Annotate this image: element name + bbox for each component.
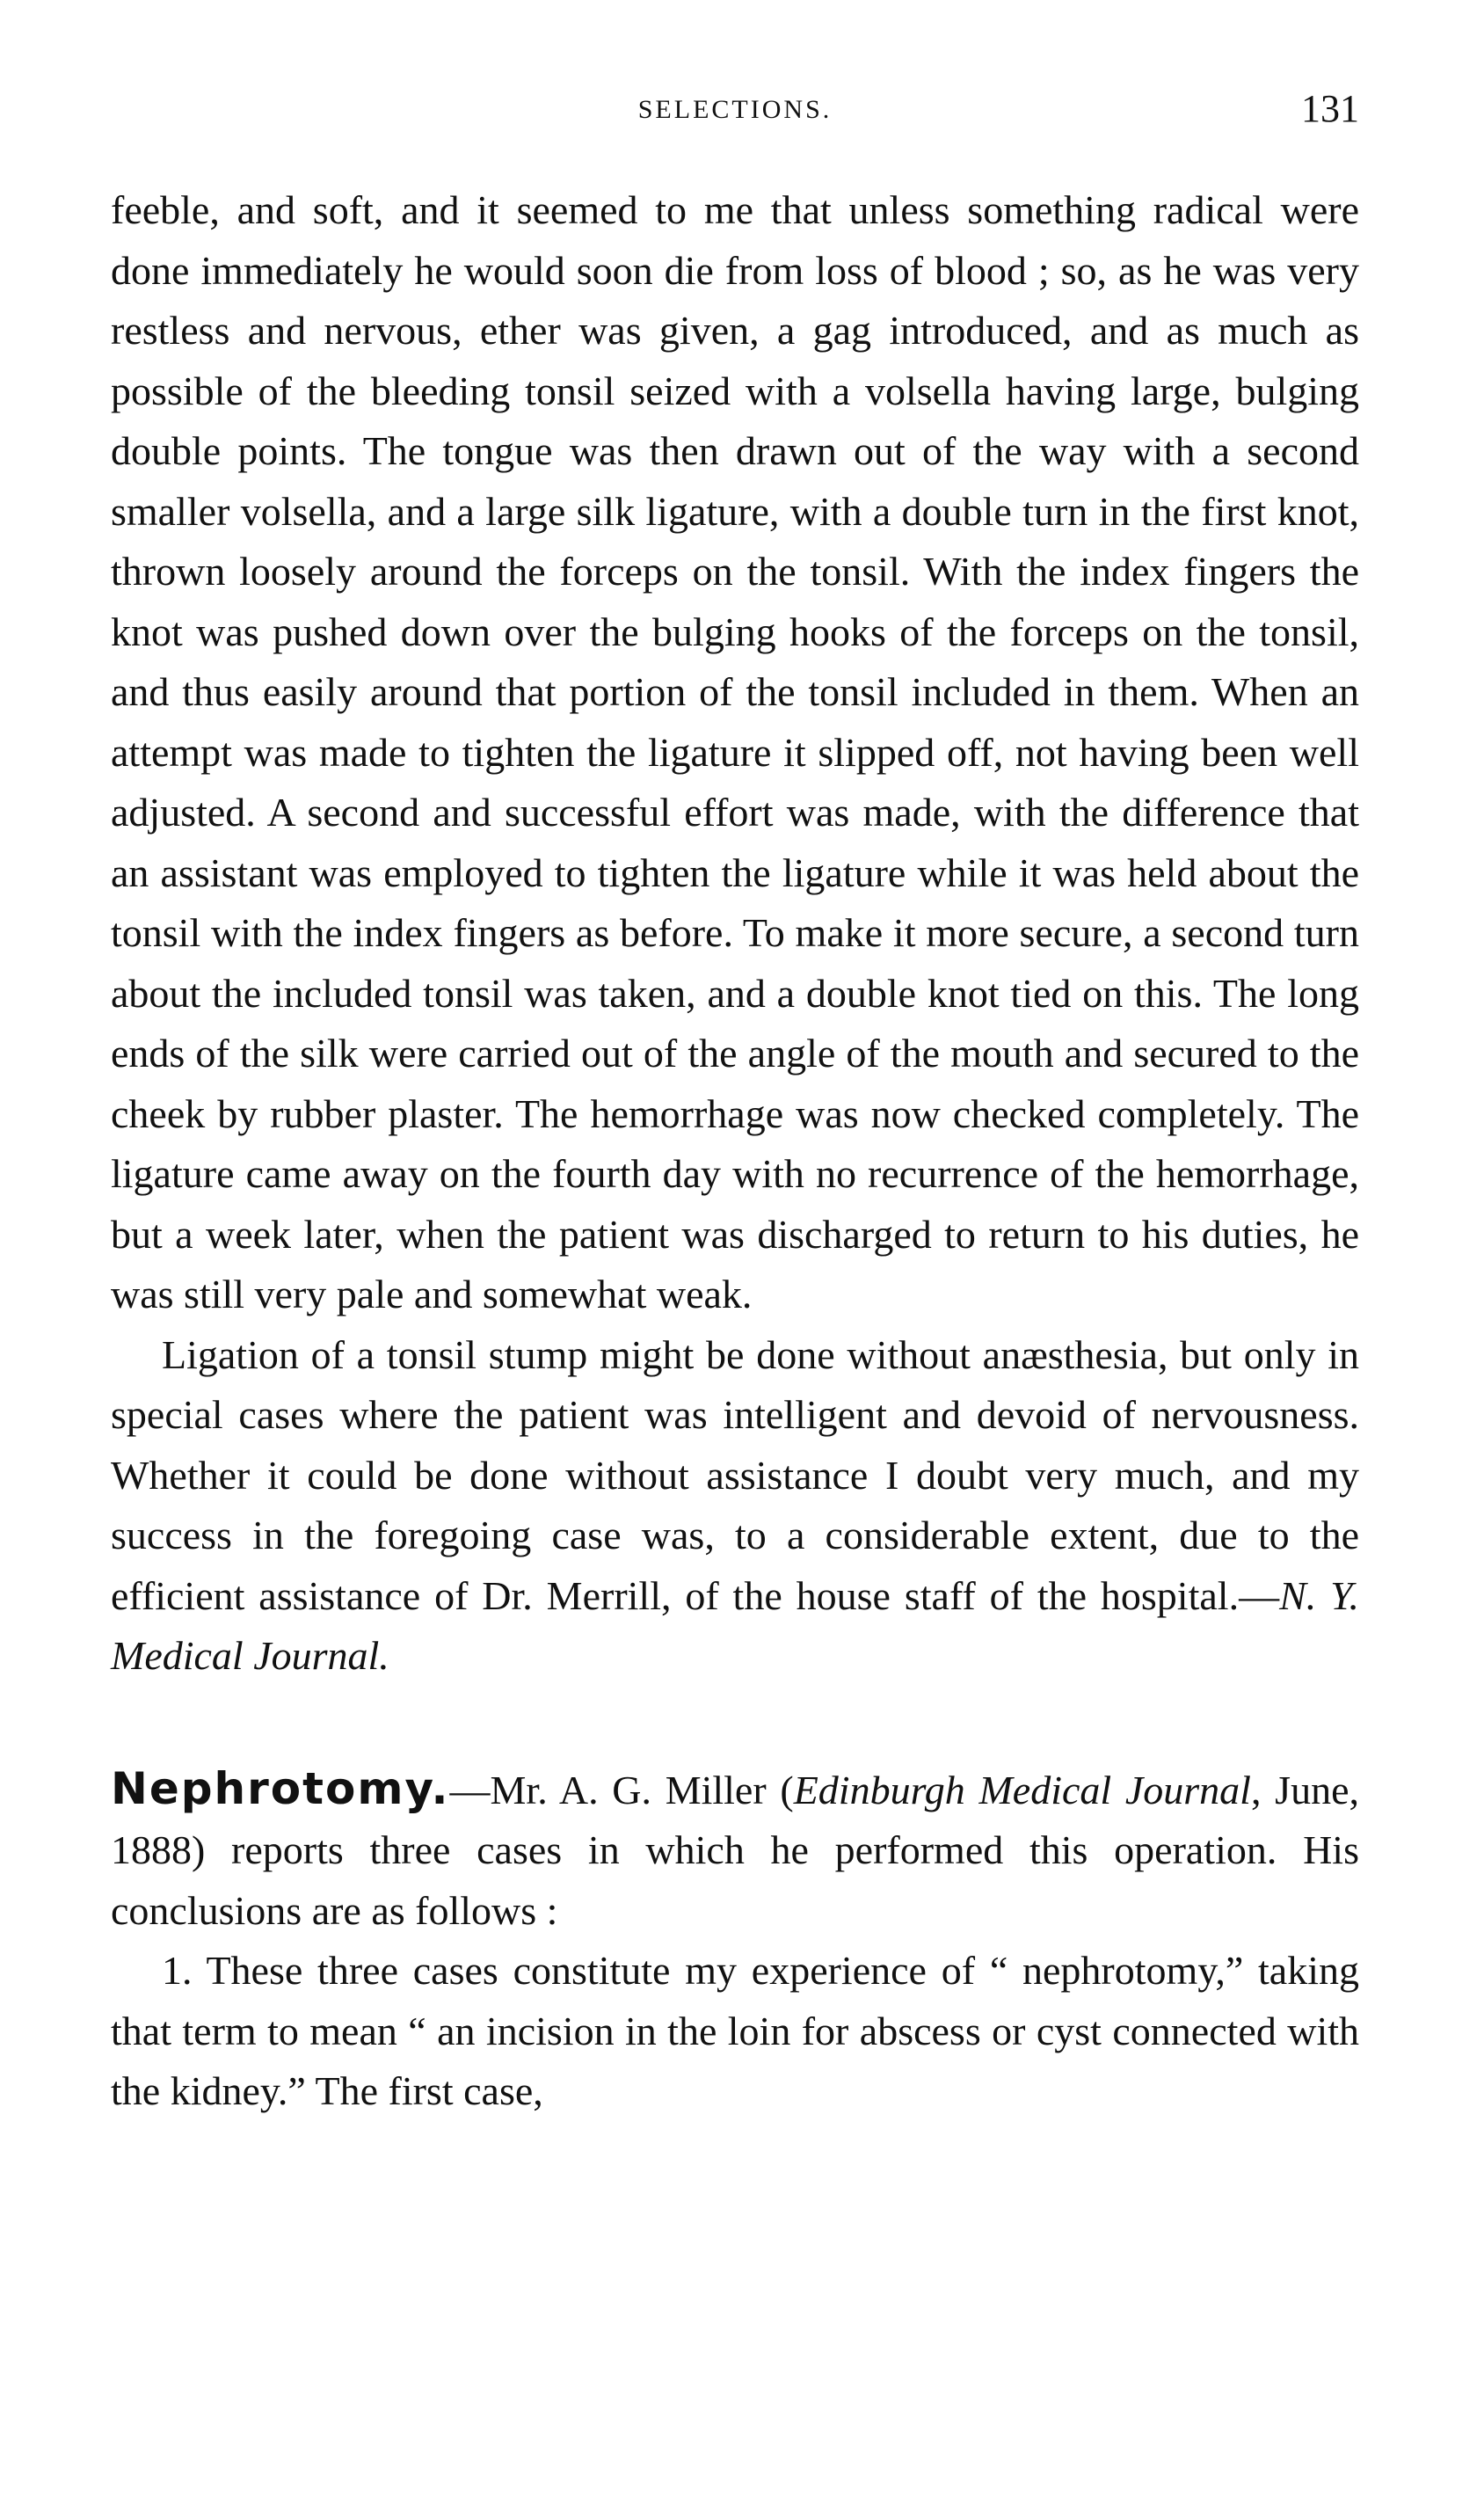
running-title: SELECTIONS.	[637, 95, 833, 124]
running-header	[111, 86, 1359, 139]
paragraph-continued-case	[111, 180, 1359, 1325]
paragraph-ligation	[111, 1325, 1359, 1687]
paragraph-continued-case-text: feeble, and soft, and it seemed to me that unless something radical were done immediately he would soon die from loss of blood ; so, as he was very restless and nervous, ether was given, a gag introduced, and as much as possible of the bleeding tonsil seized with a volsella having large, bulging double points. The tongue was then drawn out of the way with a second smaller volsella, and a large silk ligature, with a double turn in the first knot, thrown loosely around the forceps on the tonsil. With the index fingers the knot was pushed down over the bulging hooks of the forceps on the tonsil, and thus easily around that portion of the tonsil included in them. When an attempt was made to tighten the ligature it slipped off, not having been well adjusted. A second and successful effort was made, with the difference that an assistant was employed to tighten the ligature while it was held about the tonsil with the index fingers as before. To make it more secure, a second turn about the included tonsil was taken, and a double knot tied on this. The long ends of the silk were carried out of the angle of the mouth and secured to the cheek by rubber plaster. The hemorrhage was now checked completely. The ligature came away on the fourth day with no recurrence of the hemorrhage, but a week later, when the patient was discharged to return to his duties, he was still very pale and somewhat weak.	[111, 187, 1359, 1316]
conclusion-item-1-text: 1. These three cases constitute my experience of “ nephrotomy,” taking that term to mean “ an incision in the loin for abscess or cyst connected with the kidney.” The first case,	[111, 1948, 1359, 2113]
source-citation: N. Y. Medical Journal.	[111, 1572, 1360, 1678]
page-number: 131	[1301, 87, 1359, 130]
journal-title: Edinburgh Medical Journal	[793, 1767, 1251, 1812]
paragraph-ligation-text: Ligation of a tonsil stump might be done without anæsthesia, but only in special cases where the patient was intelligent and devoid of nervousness. Whether it could be done without assistance I doubt very much, and my success in the foregoing case was, to a considerable extent, due to the efficient assistance of Dr. Merrill, of the house staff of the hospital.—	[111, 1331, 1359, 1618]
nephrotomy-intro	[111, 1759, 1359, 1942]
section-heading-nephrotomy: Nephrotomy.	[111, 1762, 450, 1814]
body-text	[111, 180, 1359, 2122]
nephrotomy-intro-lead: —Mr. A. G. Miller (	[449, 1767, 794, 1812]
nephrotomy-intro-rest: , June, 1888) reports three cases in which he performed this operation. His conclusions are as follows :	[111, 1767, 1359, 1933]
section-divider-space	[111, 1687, 1359, 1759]
conclusion-item-1	[111, 1941, 1359, 2122]
